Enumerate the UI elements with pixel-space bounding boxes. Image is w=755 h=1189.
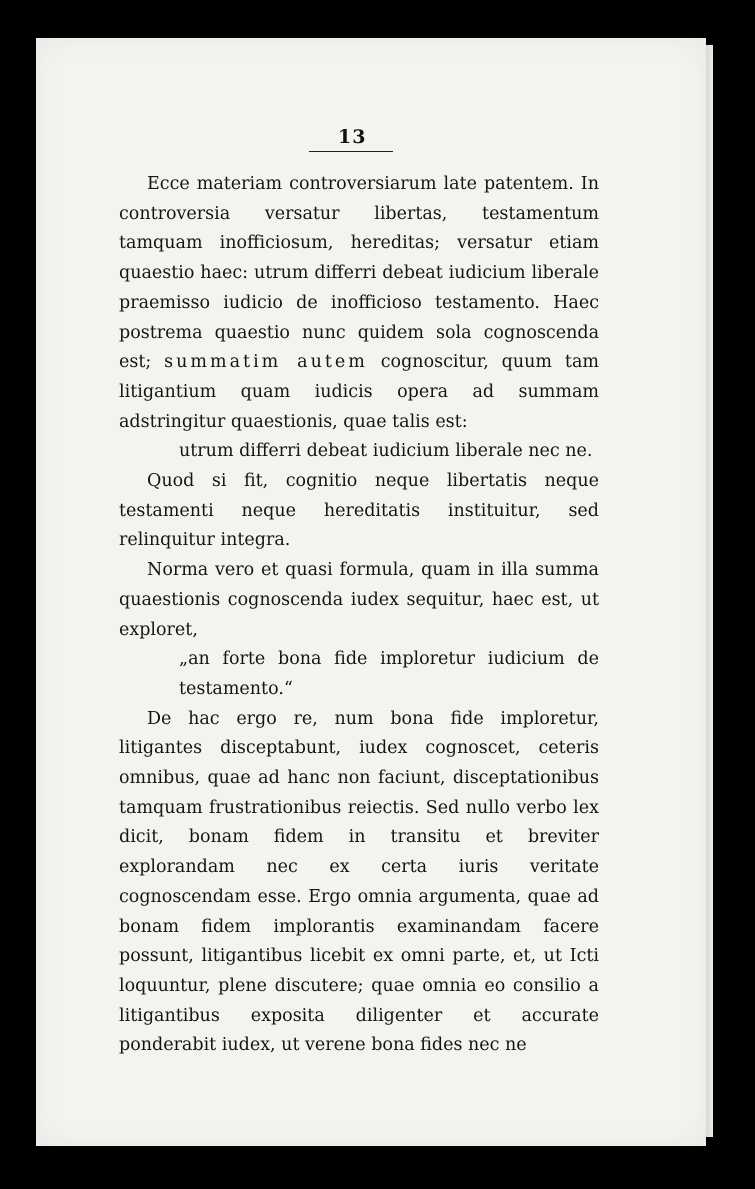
paragraph-1-text-a: Ecce materiam controversiarum late patentem. In controversia versatur libertas, testamentum tamquam inofficiosum, hereditas; versatur etiam quaestio haec: utrum differri debeat iudicium liberale praemisso iudicio de inofficioso testamento. Haec postrema quaestio nunc quidem sola cognoscenda est;	[119, 174, 599, 373]
paragraph-2: Quod si fit, cognitio neque libertatis neque testamenti neque hereditatis instituitur, sed relinquitur integra.	[119, 471, 599, 551]
paragraph-4: De hac ergo re, num bona fide imploretur, litigantes disceptabunt, iudex cognoscet, ceteris omnibus, quae ad hanc non faciunt, disceptationibus tamquam frustrationibus reiectis. Sed nullo verbo lex dicit, bonam fidem in transitu et breviter explorandam nec ex certa iuris veritate cognoscendam esse. Ergo omnia argumenta, quae ad bonam fidem implorantis examinandam facere possunt, litigantibus licebit ex omni parte, et, ut Icti loquuntur, plene discutere; quae omnia eo consilio a litigantibus exposita diligenter et accurate ponderabit iudex, ut verene bona fides nec ne	[119, 708, 599, 1056]
page-number: 13	[338, 126, 367, 148]
paragraph-1	[119, 170, 599, 437]
paragraph-1-text-b: cognoscitur, quum tam litigantium quam iudicis opera ad summam adstringitur quaestionis, quae talis est:	[119, 352, 599, 432]
paragraph-1-spaced-emphasis: summatim autem	[164, 352, 368, 373]
page-number-rule	[309, 151, 393, 152]
quoted-formula: „an forte bona fide imploretur iudicium de testamento.“	[179, 649, 599, 699]
paragraph-3: Norma vero et quasi formula, quam in illa summa quaestionis cognoscenda iudex sequitur, haec est, ut exploret,	[119, 560, 599, 640]
body-text	[119, 170, 599, 1061]
formula-line: utrum differri debeat iudicium liberale nec ne.	[179, 441, 593, 462]
